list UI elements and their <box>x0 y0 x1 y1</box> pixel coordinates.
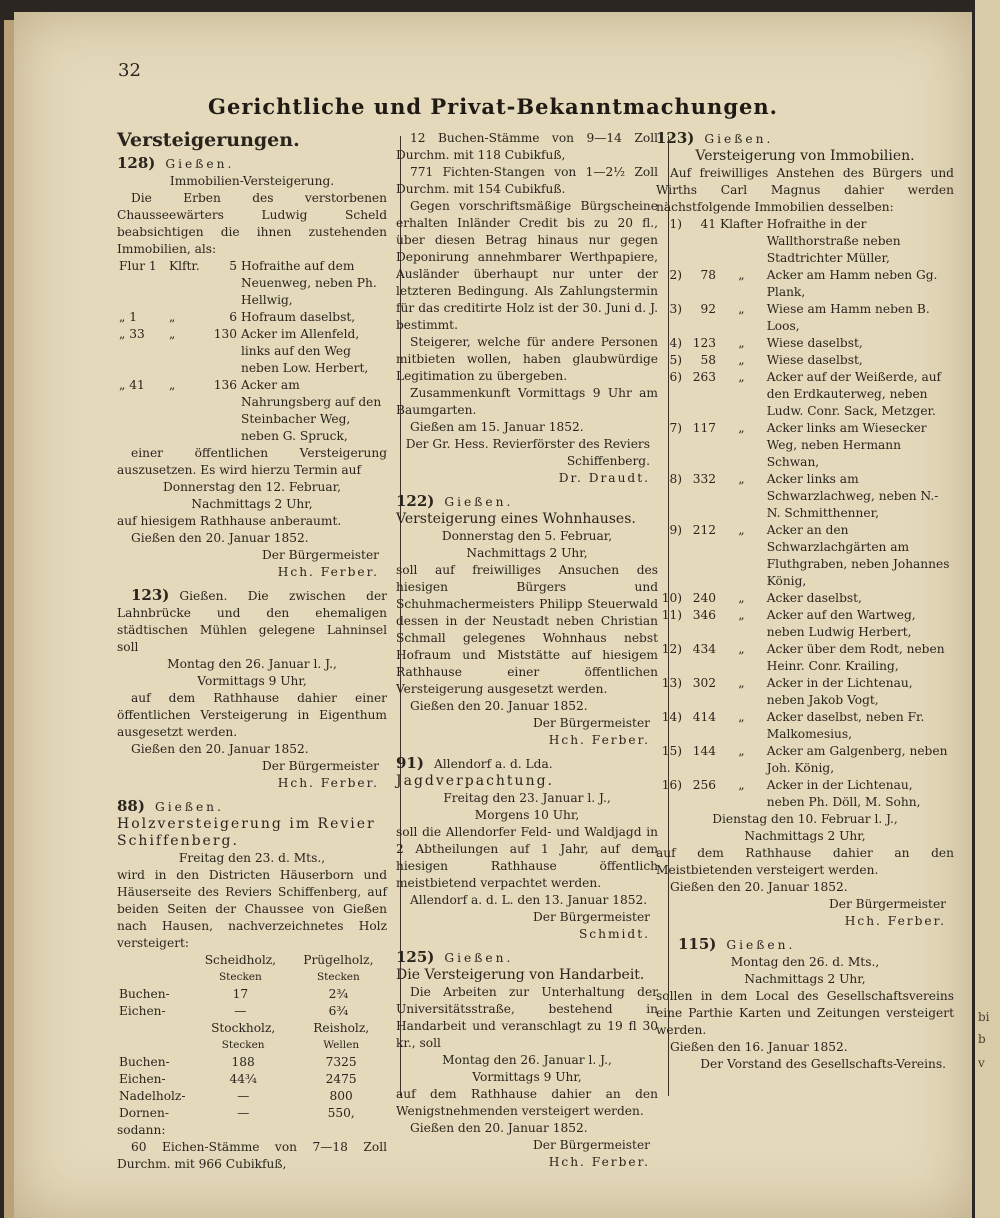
table-row <box>117 1088 387 1105</box>
notice-122 <box>396 493 658 749</box>
table-row <box>656 267 954 301</box>
column-right <box>656 130 954 1073</box>
parcel-unit: „ <box>169 310 176 324</box>
signature-name: Dr. Draudt. <box>558 471 650 485</box>
notice-dated: Gießen den 20. Januar 1852. <box>131 531 309 545</box>
parcel-description: Hofraum daselbst, <box>241 310 356 324</box>
item-description: Hofraithe in der Wallthorstraße neben Stadtrichter Müller, <box>766 217 901 265</box>
item-size: 302 <box>692 676 716 690</box>
notice-place: Gießen. <box>444 951 514 965</box>
notice-text: Steigerer, welche für andere Personen mitbieten wollen, haben glaubwürdige Legitimation zu übergeben. <box>396 335 658 383</box>
table-row <box>656 777 954 811</box>
notice-text: auf dem Rathhause dahier einer öffentlichen Versteigerung in Eigenthum ausgesetzt werden. <box>117 691 387 739</box>
table-row <box>117 309 387 326</box>
item-number: 8) <box>669 472 682 486</box>
table-row <box>117 377 387 445</box>
notice-dated: Allendorf a. d. L. den 13. Januar 1852. <box>410 893 648 907</box>
item-size: 414 <box>692 710 716 724</box>
column-middle <box>396 130 658 1171</box>
item-number: 7) <box>669 421 682 435</box>
timber-quantity: — <box>237 1106 250 1120</box>
item-number: 15) <box>661 744 682 758</box>
signature-name: Hch. Ferber. <box>277 565 379 579</box>
parcel-size: 136 <box>213 378 237 392</box>
item-number: 2) <box>669 268 682 282</box>
notice-text: 60 Eichen-Stämme von 7—18 Zoll Durchm. mit 966 Cubikfuß, <box>117 1140 387 1171</box>
notice-text: auf dem Rathhause dahier an den Meistbietenden versteigert werden. <box>656 846 954 877</box>
parcel-unit: „ <box>169 378 176 392</box>
adjacent-page-text: v <box>978 1056 985 1070</box>
parcel-size: 5 <box>229 259 237 273</box>
notice-dated: Gießen am 15. Januar 1852. <box>410 420 584 434</box>
table-row <box>117 326 387 377</box>
notice-text: wird in den Districten Häuserborn und Häuserseite des Reviers Schiffenberg, auf beiden Seiten der Chaussee von Gießen nach Hausen, nachverzeichnetes Holz versteigert: <box>117 868 387 950</box>
item-unit: „ <box>738 421 745 435</box>
item-size: 58 <box>700 353 716 367</box>
timber-quantity: 44¾ <box>229 1072 257 1086</box>
table-row <box>117 1071 387 1088</box>
notice-125 <box>396 949 658 1171</box>
table-row <box>656 590 954 607</box>
notice-text: einer öffentlichen Versteigerung auszusetzen. Es wird hierzu Termin auf <box>117 446 387 477</box>
column-subheader <box>117 1037 191 1054</box>
timber-type: Eichen- <box>119 1004 166 1018</box>
timber-type: Nadelholz- <box>119 1089 186 1103</box>
notice-date: Montag den 26. Januar l. J., <box>167 657 337 671</box>
notice-text: Gießen. Die zwischen der Lahnbrücke und den ehemaligen städtischen Mühlen gelegene Lahninsel soll <box>117 589 387 654</box>
column-header <box>117 952 191 969</box>
item-number: 11) <box>661 608 682 622</box>
notice-text: Die Arbeiten zur Unterhaltung der Universitätsstraße, bestehend in Handarbeit und veranschlagt zu 19 fl 30 kr., soll <box>396 985 658 1050</box>
timber-quantity: 17 <box>232 987 249 1001</box>
adjacent-page <box>975 0 1000 1218</box>
adjacent-page-text: b <box>978 1032 986 1046</box>
timber-type: Eichen- <box>119 1072 166 1086</box>
notice-date: Montag den 26. Januar l. J., <box>442 1053 612 1067</box>
item-description: Acker in der Lichtenau, neben Ph. Döll, M. Sohn, <box>766 778 921 809</box>
notice-subject: Versteigerung von Immobilien. <box>695 148 915 164</box>
item-description: Acker links am Schwarzlachweg, neben N.-N. Schmitthenner, <box>766 472 939 520</box>
notice-text: Zusammenkunft Vormittags 9 Uhr am Baumgarten. <box>396 386 658 417</box>
table-row <box>656 675 954 709</box>
signature-title: Der Bürgermeister <box>261 548 379 562</box>
column-header: Stockholz, <box>211 1021 276 1035</box>
notice-date: Montag den 26. d. Mts., <box>730 955 880 969</box>
item-description: Acker am Galgenberg, neben Joh. König, <box>766 744 948 775</box>
timber-quantity: 2475 <box>325 1072 357 1086</box>
column-subheader: Wellen <box>323 1039 360 1051</box>
item-size: 263 <box>692 370 716 384</box>
column-header <box>117 1020 191 1037</box>
notice-date: Donnerstag den 5. Februar, <box>441 529 613 543</box>
notice-number: 88) <box>117 797 145 815</box>
timber-quantity: — <box>237 1089 250 1103</box>
notice-text: sodann: <box>117 1123 166 1137</box>
notice-date: Freitag den 23. Januar l. J., <box>443 791 611 805</box>
column-header: Scheidholz, <box>204 953 277 967</box>
notice-115 <box>656 936 954 1073</box>
item-number: 16) <box>661 778 682 792</box>
item-unit: „ <box>738 591 745 605</box>
adjacent-page-text: bi <box>978 1010 990 1024</box>
notice-text: auf dem Rathhause dahier an den Wenigstnehmenden versteigert werden. <box>396 1087 658 1118</box>
notice-128 <box>117 155 387 581</box>
timber-quantity: 800 <box>329 1089 353 1103</box>
item-size: 332 <box>692 472 716 486</box>
item-description: Acker daselbst, neben Fr. Malkomesius, <box>766 710 925 741</box>
item-unit: „ <box>738 268 745 282</box>
table-row <box>117 952 387 969</box>
notice-91 <box>396 755 658 943</box>
notice-place: Allendorf a. d. Lda. <box>433 757 553 771</box>
signature-name: Schmidt. <box>578 927 650 941</box>
parcel-flur: Flur 1 <box>119 259 157 273</box>
item-size: 240 <box>692 591 716 605</box>
page-title: Gerichtliche und Privat-Bekanntmachungen. <box>208 94 778 119</box>
notice-time: Nachmittags 2 Uhr, <box>191 497 313 511</box>
item-size: 144 <box>692 744 716 758</box>
notice-time: Nachmittags 2 Uhr, <box>466 546 588 560</box>
parcel-unit: „ <box>169 327 176 341</box>
notice-number: 115) <box>678 935 717 953</box>
table-row <box>117 986 387 1003</box>
item-size: 41 <box>700 217 716 231</box>
timber-quantity: 2¾ <box>328 987 349 1001</box>
item-unit: „ <box>738 336 745 350</box>
signature-title: Der Bürgermeister <box>532 1138 650 1152</box>
item-unit: „ <box>738 302 745 316</box>
notice-place: Gießen. <box>444 495 514 509</box>
item-unit: „ <box>738 676 745 690</box>
notice-123b <box>656 130 954 930</box>
item-description: Acker am Hamm neben Gg. Plank, <box>766 268 938 299</box>
item-number: 6) <box>669 370 682 384</box>
item-number: 12) <box>661 642 682 656</box>
item-description: Wiese am Hamm neben B. Loos, <box>766 302 930 333</box>
item-unit: Klafter <box>720 217 763 231</box>
item-description: Acker über dem Rodt, neben Heinr. Conr. Krailing, <box>766 642 945 673</box>
notice-subject: Die Versteigerung von Handarbeit. <box>396 967 645 983</box>
column-header: Reisholz, <box>313 1021 370 1035</box>
table-row <box>656 641 954 675</box>
signature-title: Der Bürgermeister <box>828 897 946 911</box>
column-header: Prügelholz, <box>303 953 374 967</box>
item-size: 78 <box>700 268 716 282</box>
item-unit: „ <box>738 608 745 622</box>
item-unit: „ <box>738 472 745 486</box>
parcel-flur: „ 33 <box>119 327 145 341</box>
notice-subject: Immobilien-Versteigerung. <box>169 174 335 188</box>
table-row <box>117 1037 387 1054</box>
column-subheader: Stecken <box>221 1039 265 1051</box>
newspaper-page <box>14 12 972 1218</box>
item-size: 256 <box>692 778 716 792</box>
timber-quantity: 6¾ <box>328 1004 349 1018</box>
notice-number: 122) <box>396 492 435 510</box>
table-row <box>117 1054 387 1071</box>
timber-type: Dornen- <box>119 1106 169 1120</box>
notice-text: 771 Fichten-Stangen von 1—2½ Zoll Durchm. mit 154 Cubikfuß. <box>396 165 658 196</box>
item-description: Acker daselbst, <box>766 591 862 605</box>
item-unit: „ <box>738 778 745 792</box>
column-subheader: Stecken <box>218 971 262 983</box>
notice-date: Donnerstag den 12. Februar, <box>162 480 342 494</box>
table-row <box>656 709 954 743</box>
item-description: Wiese daselbst, <box>766 353 863 367</box>
notice-place: Gießen. <box>726 938 796 952</box>
table-row <box>117 1105 387 1122</box>
notice-88 <box>117 798 387 1173</box>
section-heading: Versteigerungen. <box>117 129 300 151</box>
immobilien-table <box>656 216 954 811</box>
item-size: 346 <box>692 608 716 622</box>
column-subheader: Stecken <box>316 971 360 983</box>
parcel-description: Acker im Allenfeld, links auf den Weg neben Low. Herbert, <box>241 327 369 375</box>
notice-time: Morgens 10 Uhr, <box>474 808 580 822</box>
item-number: 10) <box>661 591 682 605</box>
table-row <box>656 607 954 641</box>
item-number: 13) <box>661 676 682 690</box>
item-number: 4) <box>669 336 682 350</box>
item-size: 434 <box>692 642 716 656</box>
signature-title: Der Bürgermeister <box>261 759 379 773</box>
property-table <box>117 258 387 445</box>
item-description: Acker in der Lichtenau, neben Jakob Vogt, <box>766 676 913 707</box>
notice-place: Gießen. <box>154 800 224 814</box>
notice-text: auf hiesigem Rathhause anberaumt. <box>117 514 342 528</box>
item-number: 5) <box>669 353 682 367</box>
parcel-description: Acker am Nahrungsberg auf den Steinbacher Weg, neben G. Spruck, <box>241 378 382 443</box>
notice-number: 123) <box>131 586 170 604</box>
table-row <box>656 301 954 335</box>
item-unit: „ <box>738 710 745 724</box>
signature: Der Vorstand des Gesellschafts-Vereins. <box>700 1057 946 1071</box>
notice-number: 125) <box>396 948 435 966</box>
notice-number: 128) <box>117 154 156 172</box>
notice-dated: Gießen den 20. Januar 1852. <box>670 880 848 894</box>
table-row <box>117 969 387 986</box>
notice-text: Die Erben des verstorbenen Chausseewärters Ludwig Scheld beabsichtigen die ihnen zustehenden Immobilien, als: <box>117 191 387 256</box>
item-number: 9) <box>669 523 682 537</box>
item-description: Acker auf der Weißerde, auf den Erdkauterweg, neben Ludw. Conr. Sack, Metzger. <box>766 370 942 418</box>
notice-subject: Versteigerung eines Wohnhauses. <box>396 511 636 527</box>
table-row <box>117 1020 387 1037</box>
notice-number: 91) <box>396 754 424 772</box>
notice-place: Gießen. <box>704 132 774 146</box>
table-row <box>656 216 954 267</box>
notice-dated: Gießen den 20. Januar 1852. <box>131 742 309 756</box>
item-description: Acker links am Wiesecker Weg, neben Hermann Schwan, <box>766 421 927 469</box>
notice-text: Gegen vorschriftsmäßige Bürgscheine erhalten Inländer Credit bis zu 20 fl., über diesen Betrag hinaus nur gegen Deponirung annehmbarer Werthpapiere, Ausländer überhaupt nur unter der letzteren Bedingung. Als Zahlungstermin für das creditirte Holz ist der 30. Juni d. J. bestimmt. <box>396 199 658 332</box>
notice-number: 123) <box>656 129 695 147</box>
timber-quantity: 7325 <box>325 1055 357 1069</box>
notice-dated: Gießen den 16. Januar 1852. <box>670 1040 848 1054</box>
signature-title: Der Bürgermeister <box>532 716 650 730</box>
table-row <box>117 1003 387 1020</box>
timber-table-2 <box>117 1020 387 1122</box>
item-description: Acker an den Schwarzlachgärten am Fluthgraben, neben Johannes König, <box>766 523 950 588</box>
notice-88-continued <box>396 130 658 487</box>
item-unit: „ <box>738 523 745 537</box>
signature-title: Der Gr. Hess. Revierförster des Reviers Schiffenberg. <box>405 437 650 468</box>
page-number: 32 <box>118 60 141 81</box>
item-unit: „ <box>738 744 745 758</box>
parcel-flur: „ 41 <box>119 378 145 392</box>
table-row <box>656 335 954 352</box>
notice-time: Nachmittags 2 Uhr, <box>744 972 866 986</box>
timber-type: Buchen- <box>119 1055 170 1069</box>
column-left <box>117 130 387 1173</box>
item-size: 123 <box>692 336 716 350</box>
table-row <box>656 352 954 369</box>
notice-dated: Gießen den 20. Januar 1852. <box>410 1121 588 1135</box>
notice-text: sollen in dem Local des Gesellschaftsvereins eine Parthie Karten und Zeitungen versteigert werden. <box>656 989 954 1037</box>
parcel-size: 130 <box>213 327 237 341</box>
signature-name: Hch. Ferber. <box>277 776 379 790</box>
parcel-size: 6 <box>229 310 237 324</box>
notice-place: Gießen. <box>165 157 235 171</box>
table-row <box>656 471 954 522</box>
notice-time: Vormittags 9 Uhr, <box>472 1070 582 1084</box>
timber-table-1 <box>117 952 387 1020</box>
signature-title: Der Bürgermeister <box>532 910 650 924</box>
item-unit: „ <box>738 370 745 384</box>
item-number: 1) <box>669 217 682 231</box>
item-number: 14) <box>661 710 682 724</box>
notice-subject: Jagdverpachtung. <box>396 773 555 789</box>
table-row <box>656 522 954 590</box>
item-description: Wiese daselbst, <box>766 336 863 350</box>
parcel-unit: Klftr. <box>169 259 200 273</box>
item-size: 212 <box>692 523 716 537</box>
notice-text: soll die Allendorfer Feld- und Waldjagd in 2 Abtheilungen auf 1 Jahr, auf dem hiesigen Rathhause öffentlich meistbietend verpachtet werden. <box>396 825 658 890</box>
notice-time: Nachmittags 2 Uhr, <box>744 829 866 843</box>
notice-date: Dienstag den 10. Februar l. J., <box>712 812 898 826</box>
timber-quantity: — <box>234 1004 247 1018</box>
table-row <box>117 258 387 309</box>
notice-dated: Gießen den 20. Januar 1852. <box>410 699 588 713</box>
notice-subject: Holzversteigerung im Revier Schiffenberg. <box>117 816 376 849</box>
signature-name: Hch. Ferber. <box>548 733 650 747</box>
column-subheader <box>117 969 191 986</box>
parcel-flur: „ 1 <box>119 310 137 324</box>
item-description: Acker auf den Wartweg, neben Ludwig Herbert, <box>766 608 916 639</box>
parcel-description: Hofraithe auf dem Neuenweg, neben Ph. Hellwig, <box>241 259 377 307</box>
timber-quantity: 550, <box>327 1106 355 1120</box>
item-number: 3) <box>669 302 682 316</box>
item-unit: „ <box>738 642 745 656</box>
table-row <box>656 369 954 420</box>
item-unit: „ <box>738 353 745 367</box>
item-size: 117 <box>692 421 716 435</box>
timber-quantity: 188 <box>231 1055 255 1069</box>
signature-name: Hch. Ferber. <box>548 1155 650 1169</box>
table-row <box>656 743 954 777</box>
table-row <box>656 420 954 471</box>
notice-date: Freitag den 23. d. Mts., <box>178 851 326 865</box>
signature-name: Hch. Ferber. <box>844 914 946 928</box>
item-size: 92 <box>700 302 716 316</box>
timber-type: Buchen- <box>119 987 170 1001</box>
notice-time: Vormittags 9 Uhr, <box>197 674 307 688</box>
notice-text: soll auf freiwilliges Ansuchen des hiesigen Bürgers und Schuhmachermeisters Philipp Steuerwald dessen in der Neustadt neben Christian Schmall gelegenes Wohnhaus nebst Hofraum und Miststätte auf hiesigem Rathhause einer öffentlichen Versteigerung ausgesetzt werden. <box>396 563 658 696</box>
notice-text: Auf freiwilliges Anstehen des Bürgers und Wirths Carl Magnus dahier werden nächstfolgende Immobilien desselben: <box>656 166 954 214</box>
notice-text: 12 Buchen-Stämme von 9—14 Zoll Durchm. mit 118 Cubikfuß, <box>396 131 658 162</box>
notice-123a <box>117 587 387 792</box>
